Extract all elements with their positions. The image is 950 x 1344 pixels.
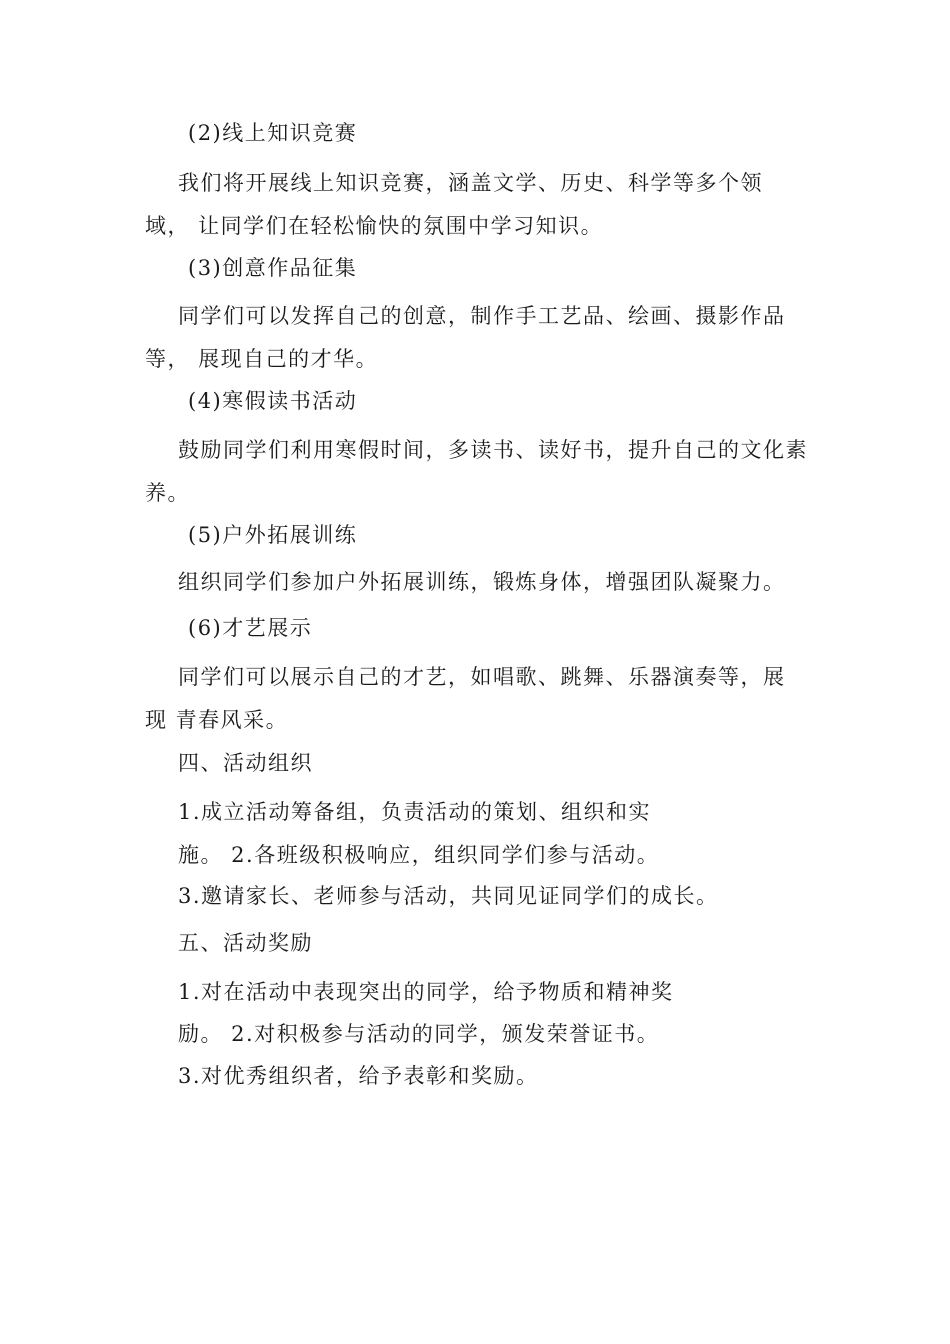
list-item: 施。 2.各班级积极响应，组织同学们参与活动。: [178, 843, 660, 867]
list-item: 3.对优秀组织者，给予表彰和奖励。: [178, 1064, 539, 1088]
paragraph-line: 组织同学们参加户外拓展训练，锻炼身体，增强团队凝聚力。: [178, 570, 786, 594]
subheading-creative-works: (3)创意作品征集: [188, 256, 358, 280]
paragraph-line: 同学们可以展示自己的才艺，如唱歌、跳舞、乐器演奏等，展: [178, 665, 786, 689]
subheading-outdoor-training: (5)户外拓展训练: [188, 523, 358, 547]
paragraph-line: 域， 让同学们在轻松愉快的氛围中学习知识。: [145, 214, 604, 238]
paragraph-line: 鼓励同学们利用寒假时间，多读书、读好书，提升自己的文化素: [178, 438, 808, 462]
paragraph-line: 等， 展现自己的才华。: [145, 347, 379, 371]
paragraph-line: 我们将开展线上知识竞赛，涵盖文学、历史、科学等多个领: [178, 171, 763, 195]
list-item: 1.成立活动筹备组，负责活动的策划、组织和实: [178, 800, 652, 824]
subheading-talent-show: (6)才艺展示: [188, 616, 313, 640]
section-heading-organization: 四、活动组织: [178, 751, 313, 775]
section-heading-rewards: 五、活动奖励: [178, 931, 313, 955]
list-item: 1.对在活动中表现突出的同学，给予物质和精神奖: [178, 980, 674, 1004]
subheading-online-quiz: (2)线上知识竞赛: [188, 121, 358, 145]
list-item: 3.邀请家长、老师参与活动，共同见证同学们的成长。: [178, 884, 719, 908]
paragraph-line: 同学们可以发挥自己的创意，制作手工艺品、绘画、摄影作品: [178, 304, 786, 328]
list-item: 励。 2.对积极参与活动的同学，颁发荣誉证书。: [178, 1022, 660, 1046]
paragraph-line: 养。: [145, 481, 190, 505]
paragraph-line: 现 青春风采。: [145, 708, 289, 732]
subheading-reading-activity: (4)寒假读书活动: [188, 389, 358, 413]
